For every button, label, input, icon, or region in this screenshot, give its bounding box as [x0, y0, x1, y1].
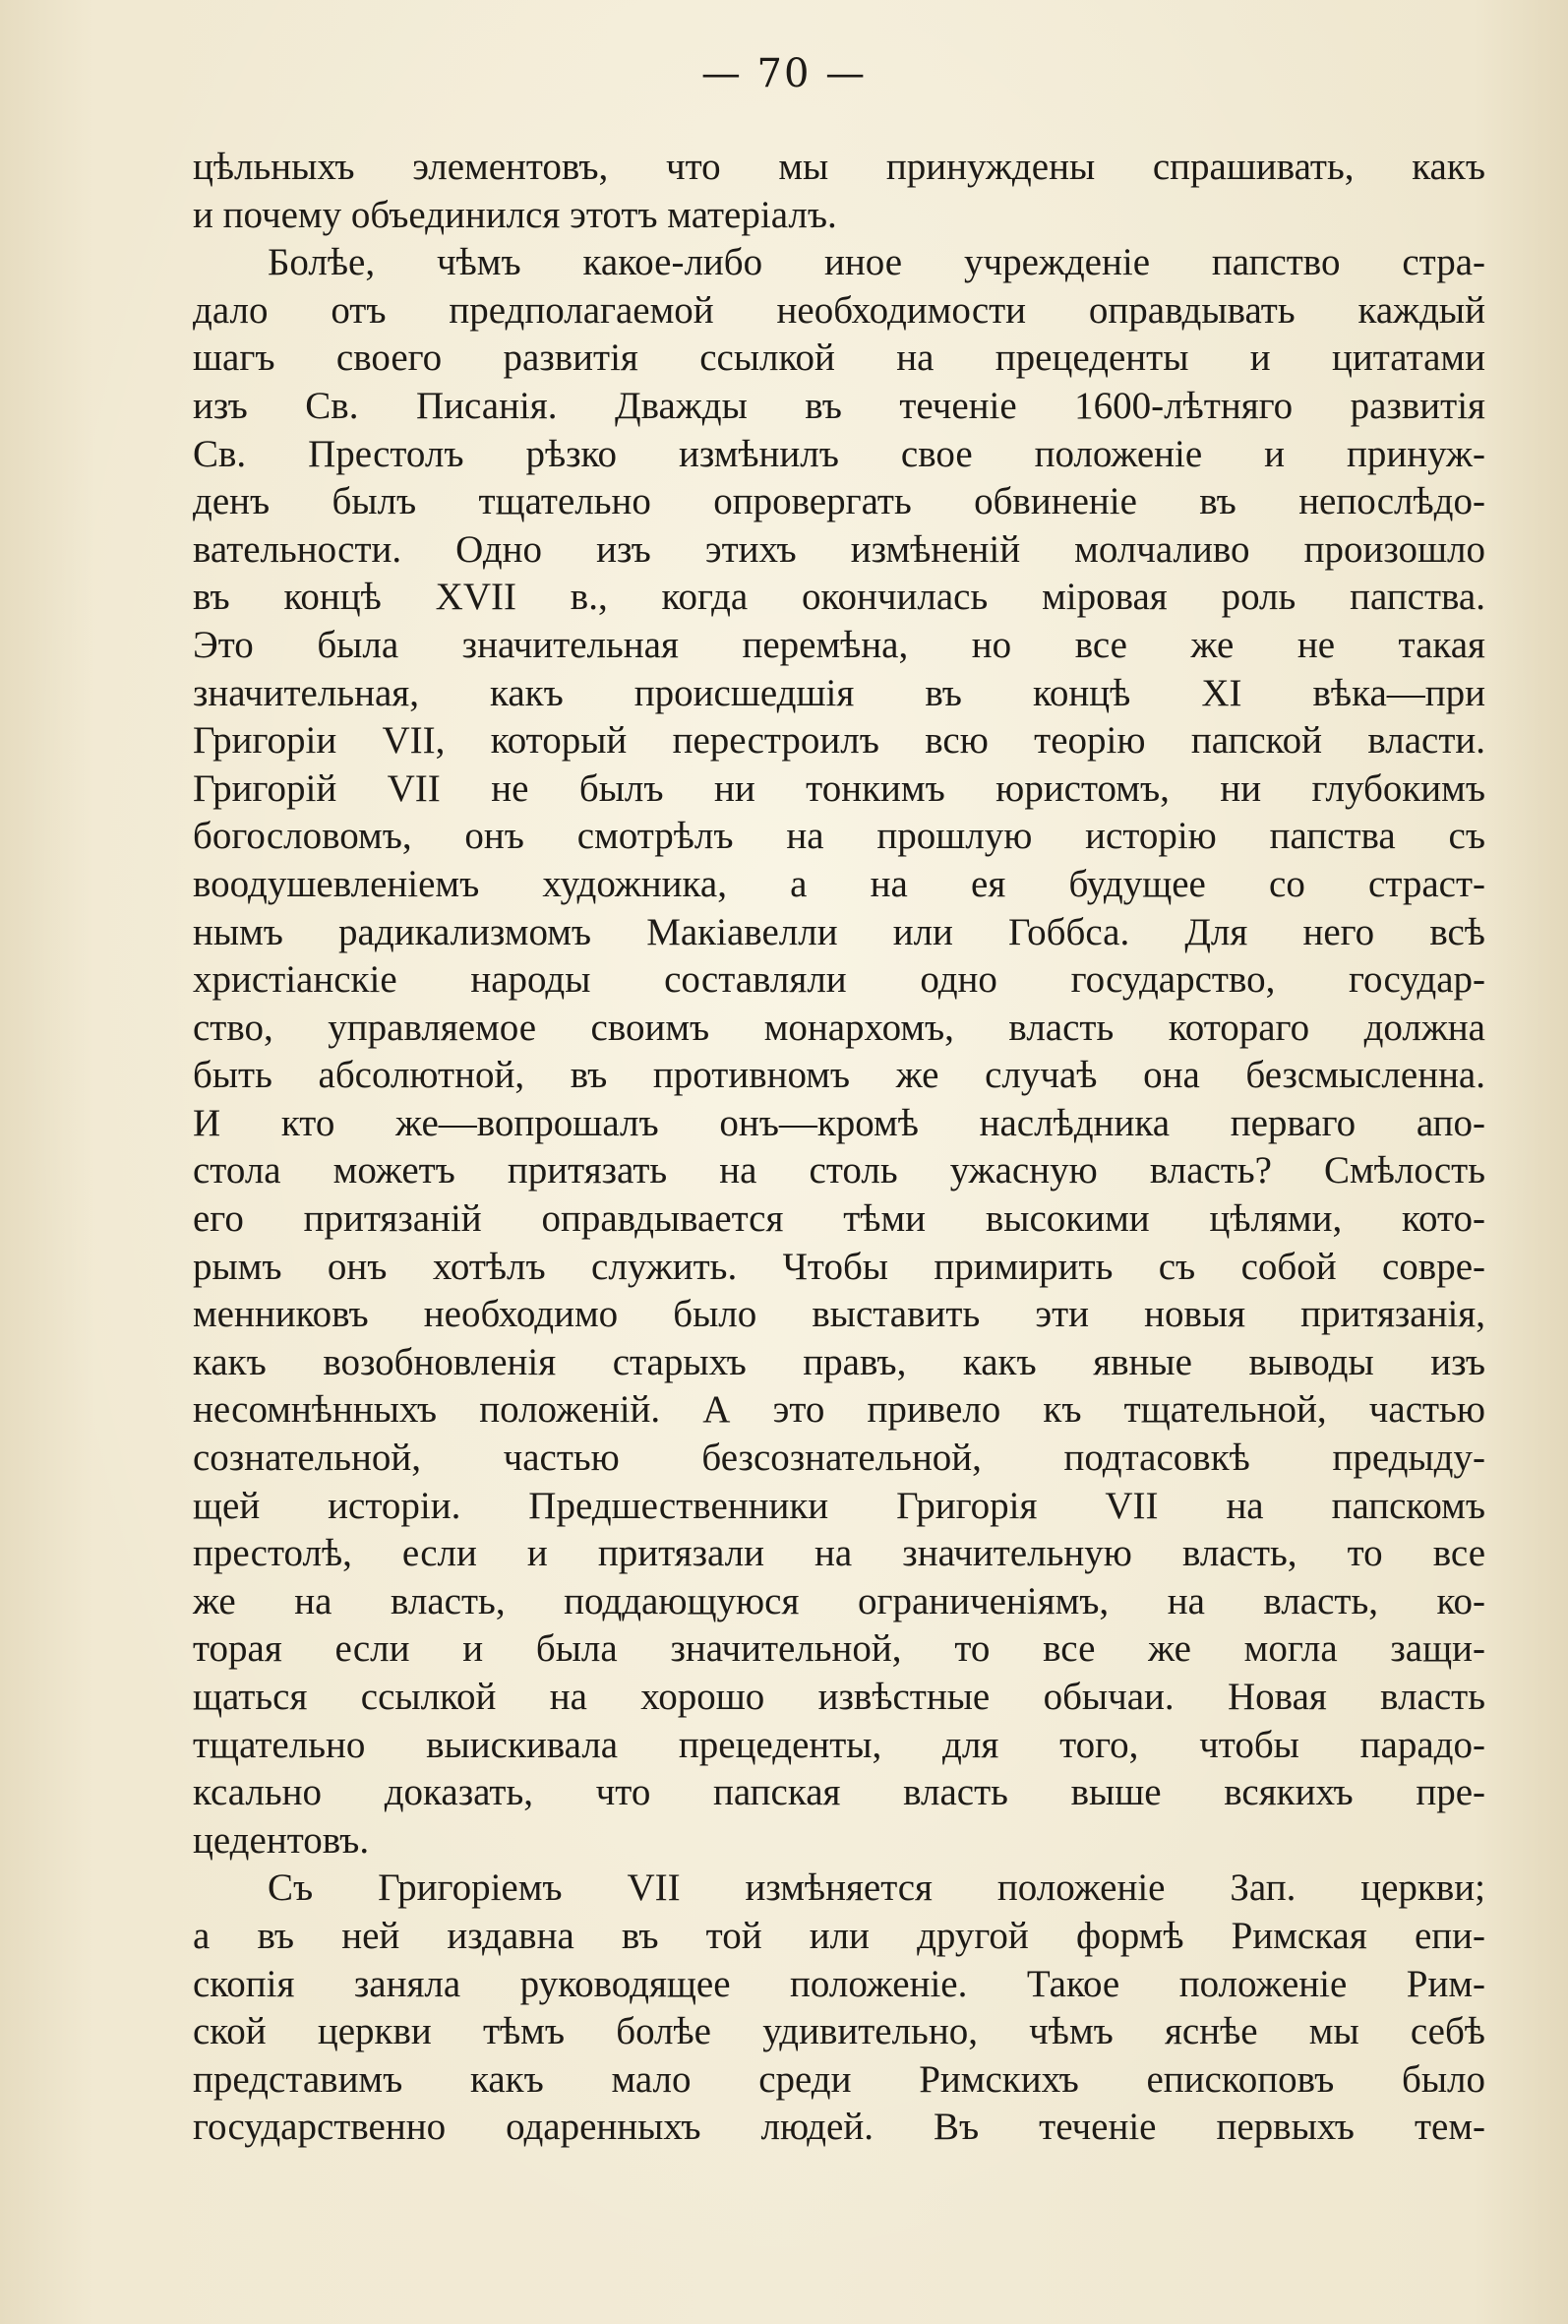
text-line: въ концѣ XVII в., когда окончилась міровая роль папства.	[193, 576, 1485, 619]
text-line: тщательно выискивала прецеденты, для того, чтобы парадо-	[193, 1723, 1485, 1766]
text-line: сознательной, частью безсознательной, подтасовкѣ предыду-	[193, 1437, 1485, 1480]
text-line: Григорій VII не былъ ни тонкимъ юристомъ, ни глубокимъ	[193, 766, 1485, 810]
text-line: Св. Престолъ рѣзко измѣнилъ свое положеніе и принуж-	[193, 432, 1485, 475]
page-number: — 70 —	[700, 51, 868, 96]
text-line: ство, управляемое своимъ монархомъ, власть котораго должна	[193, 1006, 1485, 1049]
text-line: торая если и была значительной, то все же могла защи-	[193, 1627, 1485, 1671]
text-line: христіанскіе народы составляли одно государство, государ-	[193, 958, 1485, 1002]
text-line: какъ возобновленія старыхъ правъ, какъ явные выводы изъ	[193, 1340, 1485, 1383]
text-line: несомнѣнныхъ положеній. А это привело къ тщательной, частью	[193, 1388, 1485, 1432]
text-line: рымъ онъ хотѣлъ служить. Чтобы примирить съ собой совре-	[193, 1245, 1485, 1288]
text-line: денъ былъ тщательно опровергать обвиненіе въ непослѣдо-	[193, 480, 1485, 523]
text-line: ской церкви тѣмъ болѣе удивительно, чѣмъ яснѣе мы себѣ	[193, 2010, 1485, 2053]
text-line: вательности. Одно изъ этихъ измѣненій молчаливо произошло	[193, 527, 1485, 571]
text-line: Григоріи VII, который перестроилъ всю теорію папской власти.	[193, 719, 1485, 763]
text-line: Это была значительная перемѣна, но все же не такая	[193, 623, 1485, 666]
text-line: богословомъ, онъ смотрѣлъ на прошлую исторію папства съ	[193, 815, 1485, 858]
paragraph-2	[193, 239, 1485, 1865]
text-line: ксально доказать, что папская власть выше всякихъ пре-	[193, 1771, 1485, 1814]
text-line: Болѣе, чѣмъ какое-либо иное учрежденіе папство стра-	[268, 241, 1485, 284]
text-line: государственно одаренныхъ людей. Въ теченіе первыхъ тем-	[193, 2106, 1485, 2149]
text-line: И кто же—вопрошалъ онъ—кромѣ наслѣдника перваго апо-	[193, 1101, 1485, 1144]
text-line: дало отъ предполагаемой необходимости оправдывать каждый	[193, 288, 1485, 332]
paragraph-3	[193, 1865, 1485, 2152]
text-line: нымъ радикализмомъ Макіавелли или Гоббса. Для него всѣ	[193, 910, 1485, 953]
text-line: и почему объединился этотъ матеріалъ.	[193, 193, 837, 236]
text-line: цѣльныхъ элементовъ, что мы принуждены спрашивать, какъ	[193, 146, 1485, 188]
text-line: стола можетъ притязать на столь ужасную власть? Смѣлость	[193, 1149, 1485, 1193]
text-line: быть абсолютной, въ противномъ же случаѣ она безсмысленна.	[193, 1054, 1485, 1097]
text-line: же на власть, поддающуюся ограниченіямъ, на власть, ко-	[193, 1579, 1485, 1622]
text-line: цедентовъ.	[193, 1818, 370, 1862]
body-text	[193, 144, 1485, 2152]
text-line: его притязаній оправдывается тѣми высокими цѣлями, кото-	[193, 1197, 1485, 1241]
text-line: шагъ своего развитія ссылкой на прецеденты и цитатами	[193, 336, 1485, 380]
text-line: Съ Григоріемъ VII измѣняется положеніе Зап. церкви;	[268, 1866, 1485, 1910]
text-line: щей исторіи. Предшественники Григорія VII на папскомъ	[193, 1484, 1485, 1527]
text-line: значительная, какъ происшедшія въ концѣ XI вѣка—при	[193, 671, 1485, 714]
paragraph-1	[193, 144, 1485, 239]
text-line: престолѣ, если и притязали на значительную власть, то все	[193, 1532, 1485, 1575]
text-line: представимъ какъ мало среди Римскихъ епископовъ было	[193, 2057, 1485, 2101]
text-line: менниковъ необходимо было выставить эти новыя притязанія,	[193, 1293, 1485, 1336]
text-line: воодушевленіемъ художника, а на ея будущее со страст-	[193, 862, 1485, 905]
text-line: щаться ссылкой на хорошо извѣстные обычаи. Новая власть	[193, 1676, 1485, 1718]
text-line: а въ ней издавна въ той или другой формѣ Римская епи-	[193, 1914, 1485, 1957]
text-line: изъ Св. Писанія. Дважды въ теченіе 1600-лѣтняго развитія	[193, 384, 1485, 427]
text-line: скопія заняла руководящее положеніе. Такое положеніе Рим-	[193, 1962, 1485, 2005]
